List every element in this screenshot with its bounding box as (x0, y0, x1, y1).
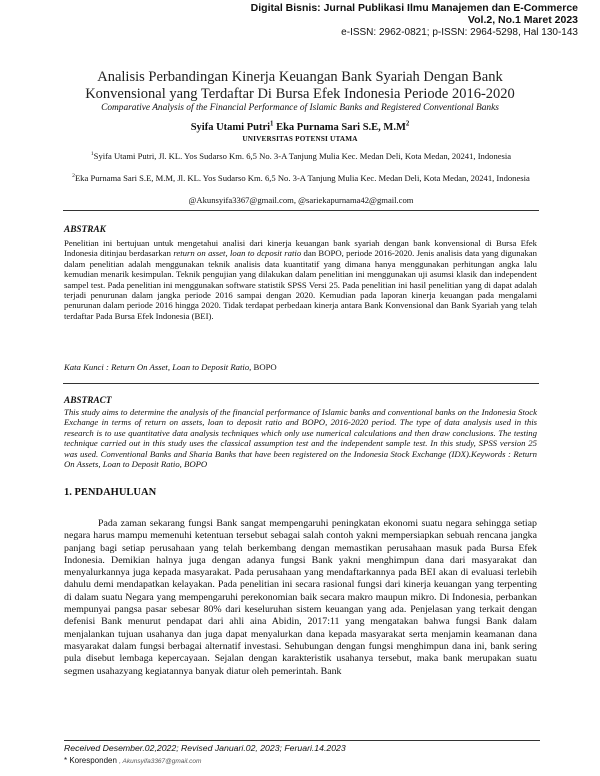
journal-header (251, 2, 578, 39)
article-title: Analisis Perbandingan Kinerja Keuangan Bank Syariah Dengan Bank Konvensional yang Terdaftar Di Bursa Efek Indonesia Periode 2016-2020 (85, 69, 515, 102)
affiliation-1-sup: 1 (90, 151, 94, 158)
journal-name: Digital Bisnis: Jurnal Publikasi Ilmu Manajemen dan E-Commerce (250, 2, 578, 14)
section-heading: 1. PENDAHULUAN (64, 487, 157, 498)
affiliation-2-sup: 2 (72, 173, 75, 180)
journal-volume: Vol.2, No.1 Maret 2023 (467, 14, 578, 26)
divider-top (63, 210, 539, 211)
university: UNIVERSITAS POTENSI UTAMA (242, 135, 358, 143)
article-subtitle: Comparative Analysis of the Financial Performance of Islamic Banks and Registered Conventional Banks (101, 103, 499, 113)
received-dates: Received Desember.02,2022; Revised Januari.02, 2023; Feruari.14.2023 (64, 743, 346, 753)
author-line (60, 122, 540, 134)
author-1: Syifa Utami Putri (190, 122, 271, 133)
footer-divider (64, 740, 540, 741)
affiliation-2-text: Eka Purnama Sari S.E, M.M, Jl. KL. Yos Sudarso Km. 6,5 No. 3-A Tanjung Mulia Kec. Medan Deli, Kota Medan, 20241, Indonesia (74, 173, 530, 183)
abstrak-keywords (64, 362, 537, 373)
keywords-rest: BOPO (251, 362, 277, 372)
abstract-heading: ABSTRACT (64, 396, 112, 406)
abstrak-body (64, 238, 537, 321)
author-2: Eka Purnama Sari S.E, M.M (276, 122, 406, 133)
author-emails: @Akunsyifa3367@gmail.com, @sariekapurnama42@gmail.com (188, 195, 414, 205)
abstrak-heading: ABSTRAK (64, 225, 106, 235)
abstrak-text-italic: return on asset, loan to dcposit ratio (173, 248, 302, 259)
abstrak-text-a: Penelitian ini bertujuan untuk mengetahui analisi dari kinerja keuangan bank syariah dengan bank konvensional di Bursa Efek Indonesia ditinjau berdasarkan (64, 238, 537, 259)
divider-middle (63, 383, 539, 384)
affiliation-2 (66, 173, 536, 184)
abstract-body: This study aims to determine the analysis of the financial performance of Islamic banks and conventional banks on the Indonesia Stock Exchange in terms of return on assets, loan to deposit ratio and BOPO, 2016-2020 period. The type of data analysis used in this research is to use quantitative data analysis techniques which only use numerical calculations and then draw conclusions. The testing technique carried out in this study uses the classical assumption test and the independent sample test. In this study, SPSS version 25 was used. Conventional Banks and Sharia Banks that have been registered on the Indonesia Stock Exchange (IDX).Keywords : Return On Assets, Loan to Deposit Ratio, BOPO (64, 407, 537, 470)
author-2-sup: 2 (405, 120, 410, 128)
correspondence (64, 755, 540, 767)
journal-issn: e-ISSN: 2962-0821; p-ISSN: 2964-5298, Hal 130-143 (341, 27, 578, 38)
keywords-italic: Return On Asset, Loan to Deposit Ratio, (111, 362, 252, 372)
correspondence-label: * Koresponden (64, 756, 120, 765)
correspondence-email: , Akunsyifa3367@gmail.com (119, 758, 202, 765)
author-1-sup: 1 (270, 120, 274, 128)
abstrak-text-b: dan BOPO, periode 2016-2020. Jenis analisis data yang digunakan dalam penelitian adalah menggunakan teknik analisis data kuantitatif yang dimana hanya menggunakan perhitungan angka lalu kemudian menarik kesimpulan. Teknik pengujian yang dilakukan dalam penelitian ini menggunakan uji asumsi klasik dan independent sampel test. Pada penelitian ini menggunakan software statistik SPSS Versi 25. Pada penelitian ini hasil penelitian yang di dapat adalah terjadi penurunan dalam jangka periode 2016 sampai dengan 2020. Kemudian pada laporan kinerja keuangan pada mengalami penurunan dalam periode 2016 hingga 2020. Tidak terdapat perbedaan kinerja antara Bank Konvensional dan Bank Syariah yang telah terdaftar Pada Bursa Efek Indonesia (BEI). (64, 248, 537, 321)
section-body: Pada zaman sekarang fungsi Bank sangat mempengaruhi peningkatan ekonomi suatu negara sehingga setiap negara harus mampu memenuhi ketentuan tersebut sebagai salah contoh yakni mempersiapkan sebuah rencana jangka panjang bagi setiap perusahaan yang telah berkembang dengan memastikan perusahaan masuk pada Bursa Efek Indonesia. Demikian halnya juga dengan adanya fungsi Bank yakni menghimpun dana dari masyarakat dan menyalurkannya juga kepada masyarakat. Pada perusahaan yang mendaftarkannya pada BEI akan di evaluasi terlebih dahulu demi mendapatkan kelayakan. Pada penelitian ini secara rasional fungsi dari kinerja keuangan yang terpenting di dalam suatu Negara yang mempengaruhi perekonomian baik secara makro maupun mikro. Di Indonesia, perbankan mempunyai pangsa pasar sebesar 80% dari keseluruhan sistem keuangan yang ada. Penjelasan yang terkait dengan defenisi Bank menurut pendapat dari ahli aina Abidin, 2017:11 yang mengatakan bahwa fungsi Bank dalam menjalankan tujuan usahanya dan juga dapat menyalurkan dana kepada masyarakat serta menjamin keamanan dana masyarakat dalam fungsi berbagai alternatif investasi. Sehubungan dengan fungsi menghimpun dana ini, bank sering pula disebut lembaga kepercayaan. Sejalan dengan karakteristik usahanya tersebut, maka bank merupakan suatu segmen usahazyang kegiatannya banyak diatur oleh pemerintah. Bank (64, 518, 537, 677)
affiliation-1-text: Syifa Utami Putri, Jl. KL. Yos Sudarso Km. 6,5 No. 3-A Tanjung Mulia Kec. Medan Deli, Kota Medan, 20241, Indonesia (93, 151, 512, 161)
keywords-label: Kata Kunci : (64, 362, 112, 372)
affiliation-1 (66, 151, 536, 162)
